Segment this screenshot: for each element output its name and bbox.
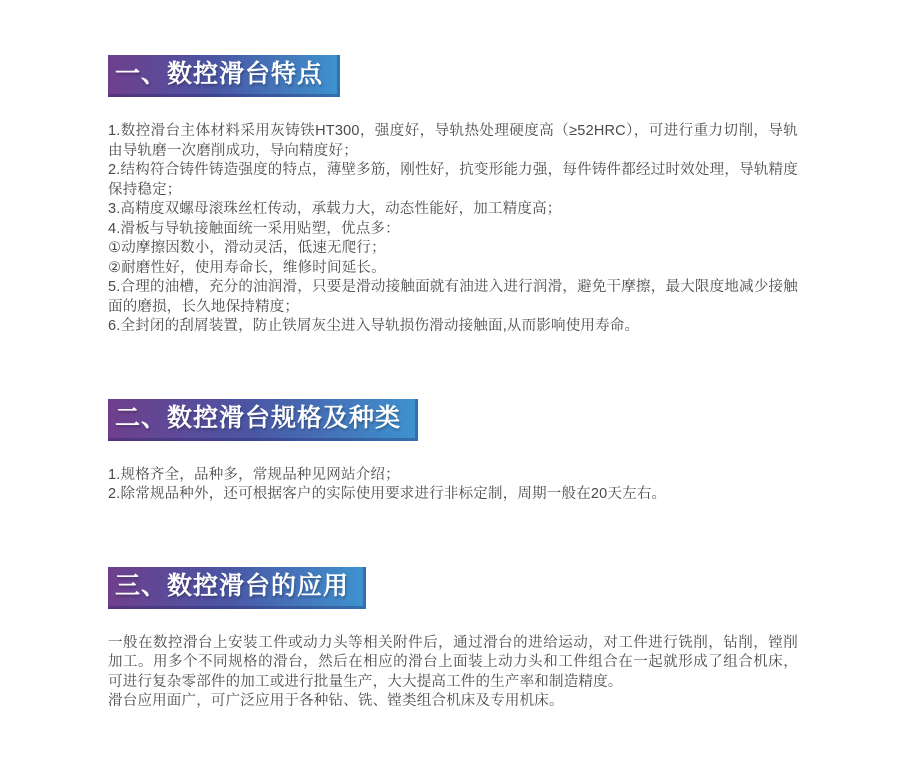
section-applications [0,567,900,712]
section-heading-bar [108,399,418,441]
paragraph: 5.合理的油槽，充分的油润滑，只要是滑动接触面就有油进入进行润滑，避免干摩擦，最大限度地减少接触面的磨损，长久地保持精度； [108,279,798,315]
paragraph: 6.全封闭的刮屑装置，防止铁屑灰尘进入导轨损伤滑动接触面,从而影响使用寿命。 [108,318,640,334]
paragraph: 1.数控滑台主体材料采用灰铸铁HT300，强度好，导轨热处理硬度高（≥52HRC），可进行重力切削，导轨由导轨磨一次磨削成功，导向精度好； [108,123,798,159]
section-body [108,634,798,712]
section-heading-bar [108,567,366,609]
section-heading-bar [108,55,340,97]
paragraph: 3.高精度双螺母滚珠丝杠传动，承载力大，动态性能好，加工精度高； [108,201,562,217]
paragraph: ①动摩擦因数小，滑动灵活，低速无爬行； [108,240,386,256]
paragraph: 2.除常规品种外，还可根据客户的实际使用要求进行非标定制，周期一般在20天左右。 [108,486,667,502]
paragraph: 2.结构符合铸件铸造强度的特点，薄壁多筋，刚性好，抗变形能力强，每件铸件都经过时效处理，导轨精度保持稳定； [108,162,798,198]
paragraph: 滑台应用面广，可广泛应用于各种钻、铣、镗类组合机床及专用机床。 [108,693,564,709]
paragraph: ②耐磨性好，使用寿命长，维修时间延长。 [108,259,386,276]
section-features [0,55,900,337]
section-heading: 二、数控滑台规格及种类 [115,403,402,432]
paragraph: 1.规格齐全，品种多，常规品种见网站介绍； [108,466,400,483]
section-body [108,122,798,337]
paragraph: 4.滑板与导轨接触面统一采用贴塑，优点多： [108,220,400,237]
section-specs-types [0,399,900,505]
paragraph: 一般在数控滑台上安装工件或动力头等相关附件后，通过滑台的进给运动，对工件进行铣削，钻削，镗削加工。用多个不同规格的滑台，然后在相应的滑台上面装上动力头和工件组合在一起就形成了组合机床，可进行复杂零部件的加工或进行批量生产，大大提高工件的生产率和制造精度。 [108,634,798,690]
section-heading: 三、数控滑台的应用 [115,571,350,600]
section-body [108,466,798,505]
section-heading: 一、数控滑台特点 [115,60,324,88]
